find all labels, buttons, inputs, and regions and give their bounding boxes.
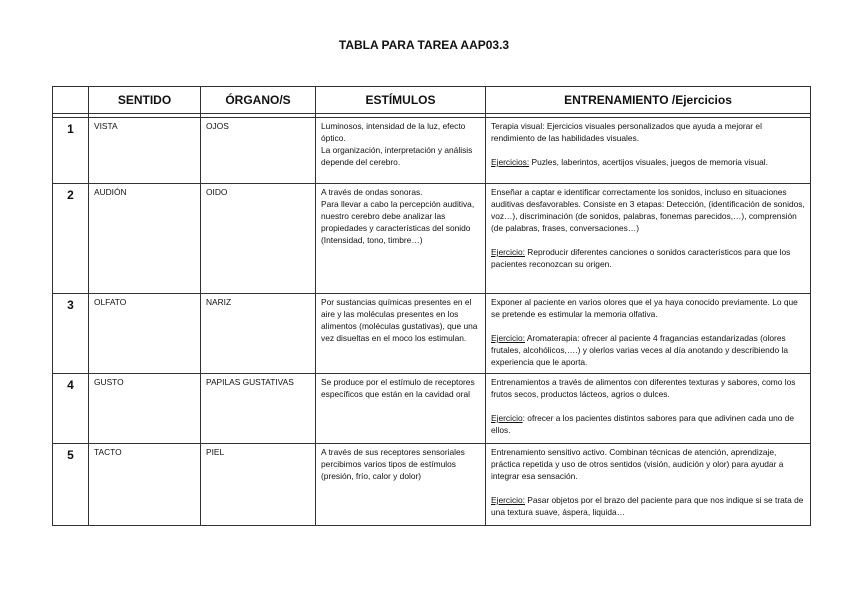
cell-sentido: AUDIÓN — [89, 184, 201, 294]
entrenamiento-text: Enseñar a captar e identificar correctamente los sonidos, incluso en situaciones auditivas desfavorables. Consiste en 3 etapas: Detección, (identificación de sonidos, voz…), discriminación (de sonidos, palabras, fonemas parecidos,…), comprensión (de palabras, frases, conversaciones…) — [491, 187, 805, 233]
table-row — [53, 294, 811, 374]
ejercicio-text: Aromaterapia: ofrecer al paciente 4 fragancias estandarizadas (olores frutales, alcohólicos,….) y olerlos varias veces al día anotando y describiendo la experiencia que le aporta. — [491, 333, 789, 367]
ejercicio-label: Ejercicio: — [491, 495, 525, 505]
cell-sentido: OLFATO — [89, 294, 201, 374]
ejercicio-label: Ejercicio: — [491, 247, 525, 257]
cell-organo: OJOS — [201, 118, 316, 184]
cell-entrenamiento — [486, 184, 811, 294]
cell-sentido: VISTA — [89, 118, 201, 184]
estimulos-text: Se produce por el estímulo de receptores específicos que están en la cavidad oral — [321, 377, 475, 399]
document-title: TABLA PARA TAREA AAP03.3 — [338, 38, 510, 52]
cell-organo: OIDO — [201, 184, 316, 294]
header-sentido: SENTIDO — [89, 87, 201, 114]
entrenamiento-text: Terapia visual: Ejercicios visuales personalizados que ayuda a mejorar el rendimiento de las habilidades visuales. — [491, 121, 762, 143]
header-entrenamiento: ENTRENAMIENTO /Ejercicios — [486, 87, 811, 114]
table-row — [53, 374, 811, 444]
ejercicio-text: : ofrecer a los pacientes distintos sabores para que adivinen cada uno de ellos. — [491, 413, 795, 435]
header-organo: ÓRGANO/S — [201, 87, 316, 114]
entrenamiento-text: Entrenamientos a través de alimentos con diferentes texturas y sabores, como los frutos secos, productos lácteos, agrios o dulces. — [491, 377, 796, 399]
cell-organo: PIEL — [201, 444, 316, 526]
estimulos-text: Por sustancias químicas presentes en el aire y las moléculas presentes en los alimentos (moléculas gustativas), que una vez disueltas en el moco los estimulan. — [321, 297, 478, 343]
ejercicio-block — [491, 332, 805, 368]
ejercicio-label: Ejercicio: — [491, 333, 525, 343]
row-number: 1 — [53, 118, 89, 184]
cell-entrenamiento — [486, 374, 811, 444]
row-number: 5 — [53, 444, 89, 526]
row-number: 3 — [53, 294, 89, 374]
cell-estimulos — [316, 444, 486, 526]
cell-estimulos — [316, 294, 486, 374]
estimulos-text: A través de ondas sonoras. Para llevar a cabo la percepción auditiva, nuestro cerebro debe analizar las propiedades y características del sonido (Intensidad, tono, timbre…) — [321, 187, 475, 245]
cell-organo: NARIZ — [201, 294, 316, 374]
ejercicio-text: Puzles, laberintos, acertijos visuales, juegos de memoria visual. — [529, 157, 768, 167]
ejercicio-text: Reproducir diferentes canciones o sonidos característicos para que los pacientes reconozcan su origen. — [491, 247, 791, 269]
cell-estimulos — [316, 374, 486, 444]
cell-sentido: GUSTO — [89, 374, 201, 444]
cell-estimulos — [316, 118, 486, 184]
cell-entrenamiento — [486, 444, 811, 526]
estimulos-text: Luminosos, intensidad de la luz, efecto óptico. La organización, interpretación y análisis depende del cerebro. — [321, 121, 473, 167]
estimulos-text: A través de sus receptores sensoriales percibimos varios tipos de estímulos (presión, frío, calor y dolor) — [321, 447, 465, 481]
ejercicio-block — [491, 246, 805, 270]
row-number: 4 — [53, 374, 89, 444]
row-number: 2 — [53, 184, 89, 294]
table-row — [53, 444, 811, 526]
ejercicio-block — [491, 412, 805, 436]
cell-entrenamiento — [486, 118, 811, 184]
ejercicio-label: Ejercicios: — [491, 157, 530, 167]
ejercicio-label: Ejercicio — [491, 413, 523, 423]
ejercicio-block — [491, 156, 805, 168]
table-row — [53, 184, 811, 294]
cell-estimulos — [316, 184, 486, 294]
header-row — [53, 87, 811, 114]
header-estimulos: ESTÍMULOS — [316, 87, 486, 114]
entrenamiento-text: Entrenamiento sensitivo activo. Combinan técnicas de atención, aprendizaje, práctica repetida y uso de otros sentidos (visión, audición y olor) para ayudar a integrar esa sensación. — [491, 447, 784, 481]
table-row — [53, 118, 811, 184]
cell-organo: PAPILAS GUSTATIVAS — [201, 374, 316, 444]
entrenamiento-text: Exponer al paciente en varios olores que el ya haya conocido previamente. Lo que se pretende es estimular la memoria olfativa. — [491, 297, 798, 319]
senses-table — [52, 86, 811, 526]
ejercicio-text: Pasar objetos por el brazo del paciente para que nos indique si se trata de una textura suave, áspera, liquida… — [491, 495, 804, 517]
header-num — [53, 87, 89, 114]
cell-entrenamiento — [486, 294, 811, 374]
ejercicio-block — [491, 494, 805, 518]
cell-sentido: TACTO — [89, 444, 201, 526]
